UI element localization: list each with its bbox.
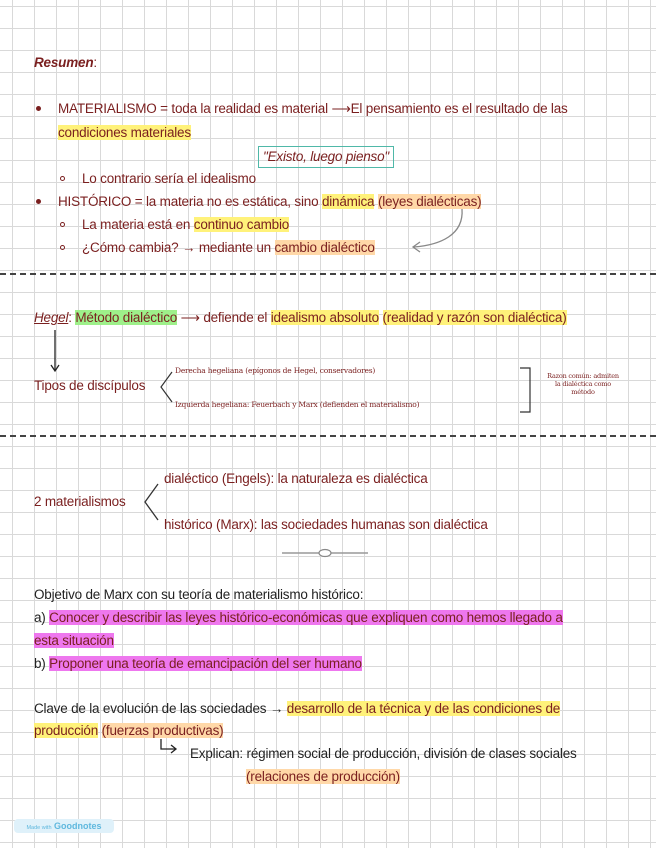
produccion-highlight: producción xyxy=(34,723,99,738)
realidad-highlight: (realidad y razón son dialéctica) xyxy=(382,310,567,325)
goodnotes-watermark: Made with Goodnotes xyxy=(14,819,114,833)
brace-left-icon xyxy=(142,482,160,522)
arrow-icon: ⟶ xyxy=(331,101,351,116)
desarrollo-highlight: desarrollo de la técnica y de las condiciones de xyxy=(286,701,561,716)
bullet-icon xyxy=(36,106,41,111)
objetivo-a-line-1: a) Conocer y describir las leyes histórico-económicas que expliquen como hemos llegado a xyxy=(34,610,563,625)
down-arrow-icon xyxy=(49,328,61,374)
contrary-line: Lo contrario sería el idealismo xyxy=(82,171,256,186)
objetivo-a-line-2 xyxy=(34,632,114,650)
izquierda-text: Izquierda hegeliana: Feuerbach y Marx (defienden el materialismo) xyxy=(175,400,420,409)
curved-arrow-icon xyxy=(400,205,470,255)
leyes-highlight: (leyes dialécticas) xyxy=(377,194,482,209)
divider xyxy=(0,273,656,275)
relaciones-highlight: (relaciones de producción) xyxy=(246,769,400,784)
quote-box: "Existo, luego pienso" xyxy=(258,146,394,168)
hegel-name: Hegel xyxy=(34,310,69,325)
explican-line: Explican: régimen social de producción, división de clases sociales xyxy=(190,746,577,761)
hegel-line: Hegel: Método dialéctico ⟶ defiende el idealismo absoluto (realidad y razón son dialéctica) xyxy=(34,310,567,325)
circle-bullet-icon xyxy=(60,176,65,181)
bullet-icon xyxy=(36,199,41,204)
summary-title: Resumen: xyxy=(34,55,97,70)
metodo-dialectico-highlight: Método dialéctico xyxy=(75,310,178,325)
historico-sub-2: ¿Cómo cambia? → mediante un cambio dialéctico xyxy=(82,240,375,255)
cambio-dialectico-highlight: cambio dialéctico xyxy=(274,240,375,255)
idealismo-absoluto-highlight: idealismo absoluto xyxy=(270,310,379,325)
section-separator-icon xyxy=(280,546,370,560)
fuerzas-highlight: (fuerzas productivas) xyxy=(101,723,224,738)
materialismos-label: 2 materialismos xyxy=(34,494,126,509)
historico-sub-1: La materia está en continuo cambio xyxy=(82,217,290,232)
relaciones-line xyxy=(246,768,400,786)
condiciones-materiales-highlight: condiciones materiales xyxy=(58,125,191,140)
tipos-label: Tipos de discípulos xyxy=(34,378,146,393)
objetivo-a-highlight: Conocer y describir las leyes histórico-económicas que expliquen como hemos llegado a xyxy=(49,610,563,625)
materialismo-line-2 xyxy=(58,124,191,142)
objetivo-b-line: b) Proponer una teoría de emancipación del ser humano xyxy=(34,656,362,671)
brace-left-icon xyxy=(158,370,174,404)
historico-line: HISTÓRICO = la materia no es estática, sino dinámica (leyes dialécticas) xyxy=(58,194,482,209)
materialismo-line: MATERIALISMO = toda la realidad es material ⟶El pensamiento es el resultado de las xyxy=(58,101,568,116)
continuo-cambio-highlight: continuo cambio xyxy=(193,217,290,232)
objetivo-b-highlight: Proponer una teoría de emancipación del ser humano xyxy=(49,656,362,671)
razon-comun-note: Razon común: admiten la dialéctica como método xyxy=(547,372,619,396)
dinamica-highlight: dinámica xyxy=(321,194,375,209)
historico-marx-line: histórico (Marx): las sociedades humanas son dialéctica xyxy=(164,517,488,532)
derecha-text: Derecha hegeliana (epígonos de Hegel, conservadores) xyxy=(175,366,376,375)
circle-bullet-icon xyxy=(60,245,65,250)
clave-line-1: Clave de la evolución de las sociedades → desarrollo de la técnica y de las condiciones de xyxy=(34,701,561,716)
clave-line-2 xyxy=(34,722,223,740)
objetivo-title: Objetivo de Marx con su teoría de materialismo histórico: xyxy=(34,587,364,602)
summary-label: Resumen xyxy=(34,55,94,70)
return-arrow-icon xyxy=(158,738,180,756)
divider xyxy=(0,435,656,437)
objetivo-a-highlight-2: esta situación xyxy=(34,633,114,648)
dialectico-line: dialéctico (Engels): la naturaleza es dialéctica xyxy=(164,471,428,486)
circle-bullet-icon xyxy=(60,222,65,227)
bracket-right-icon xyxy=(518,366,534,416)
